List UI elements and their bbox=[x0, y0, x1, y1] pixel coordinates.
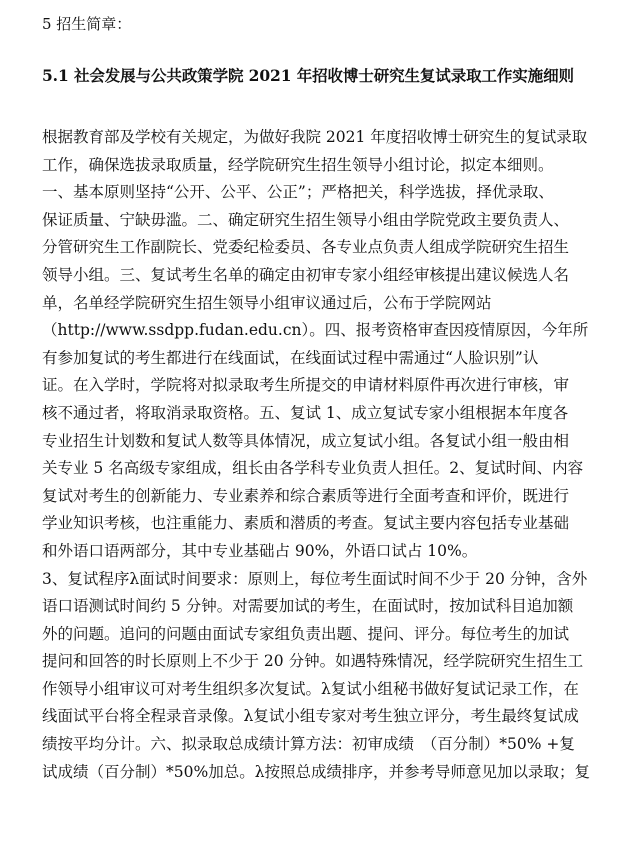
subsection-heading: 5.1 社会发展与公共政策学院 2021 年招收博士研究生复试录取工作实施细则 bbox=[42, 66, 574, 85]
body-line: 语口语测试时间约 5 分钟。对需要加试的考生，在面试时，按加试科目追加额 bbox=[42, 597, 574, 616]
body-line: 作领导小组审议可对考生组织多次复试。λ复试小组秘书做好复试记录工作，在 bbox=[42, 679, 579, 698]
body-line: 有参加复试的考生都进行在线面试，在线面试过程中需通过“人脸识别”认 bbox=[42, 348, 539, 367]
body-line: 核不通过者，将取消录取资格。五、复试 1、成立复试专家小组根据本年度各 bbox=[42, 403, 569, 422]
body-line: 关专业 5 名高级专家组成，组长由各学科专业负责人担任。2、复试时间、内容 bbox=[42, 459, 584, 478]
body-line: 专业招生计划数和复试人数等具体情况，成立复试小组。各复试小组一般由相 bbox=[42, 431, 570, 450]
section-heading: 5 招生简章： bbox=[42, 15, 132, 33]
body-line: 试成绩（百分制）*50%加总。λ按照总成绩排序，并参考导师意见加以录取；复 bbox=[42, 762, 591, 781]
body-line: 线面试平台将全程录音录像。λ复试小组专家对考生独立评分，考生最终复试成 bbox=[42, 707, 579, 726]
body-line: 证。在入学时，学院将对拟录取考生所提交的申请材料原件再次进行审核，审 bbox=[42, 376, 570, 395]
body-line: 根据教育部及学校有关规定，为做好我院 2021 年度招收博士研究生的复试录取 bbox=[42, 128, 588, 146]
body-line: 分管研究生工作副院长、党委纪检委员、各专业点负责人组成学院研究生招生 bbox=[42, 238, 570, 257]
body-line: 3、复试程序λ面试时间要求：原则上，每位考生面试时间不少于 20 分钟，含外 bbox=[42, 569, 588, 588]
body-line: 一、基本原则坚持“公开、公平、公正”；严格把关，科学选拔，择优录取、 bbox=[42, 183, 554, 202]
body-line: 和外语口语两部分，其中专业基础占 90%，外语口试占 10%。 bbox=[42, 541, 478, 560]
body-line: （http://www.ssdpp.fudan.edu.cn）。四、报考资格审查因疫情原因，今年所 bbox=[42, 321, 589, 340]
body-line: 工作，确保选拔录取质量，经学院研究生招生领导小组讨论，拟定本细则。 bbox=[42, 155, 554, 174]
body-line: 单，名单经学院研究生招生领导小组审议通过后，公布于学院网站 bbox=[42, 293, 492, 312]
body-line: 保证质量、宁缺毋滥。二、确定研究生招生领导小组由学院党政主要负责人、 bbox=[42, 210, 570, 229]
body-paragraph bbox=[42, 124, 602, 786]
body-line: 绩按平均分计。六、拟录取总成绩计算方法：初审成绩 （百分制）*50% +复 bbox=[42, 735, 575, 754]
body-line: 学业知识考核，也注重能力、素质和潜质的考查。复试主要内容包括专业基础 bbox=[42, 514, 570, 533]
body-line: 领导小组。三、复试考生名单的确定由初审专家小组经审核提出建议候选人名 bbox=[42, 265, 570, 284]
body-line: 复试对考生的创新能力、专业素养和综合素质等进行全面考查和评价，既进行 bbox=[42, 486, 570, 505]
body-line: 提问和回答的时长原则上不少于 20 分钟。如遇特殊情况，经学院研究生招生工 bbox=[42, 652, 584, 671]
body-line: 外的问题。追问的问题由面试专家组负责出题、提问、评分。每位考生的加试 bbox=[42, 624, 570, 643]
